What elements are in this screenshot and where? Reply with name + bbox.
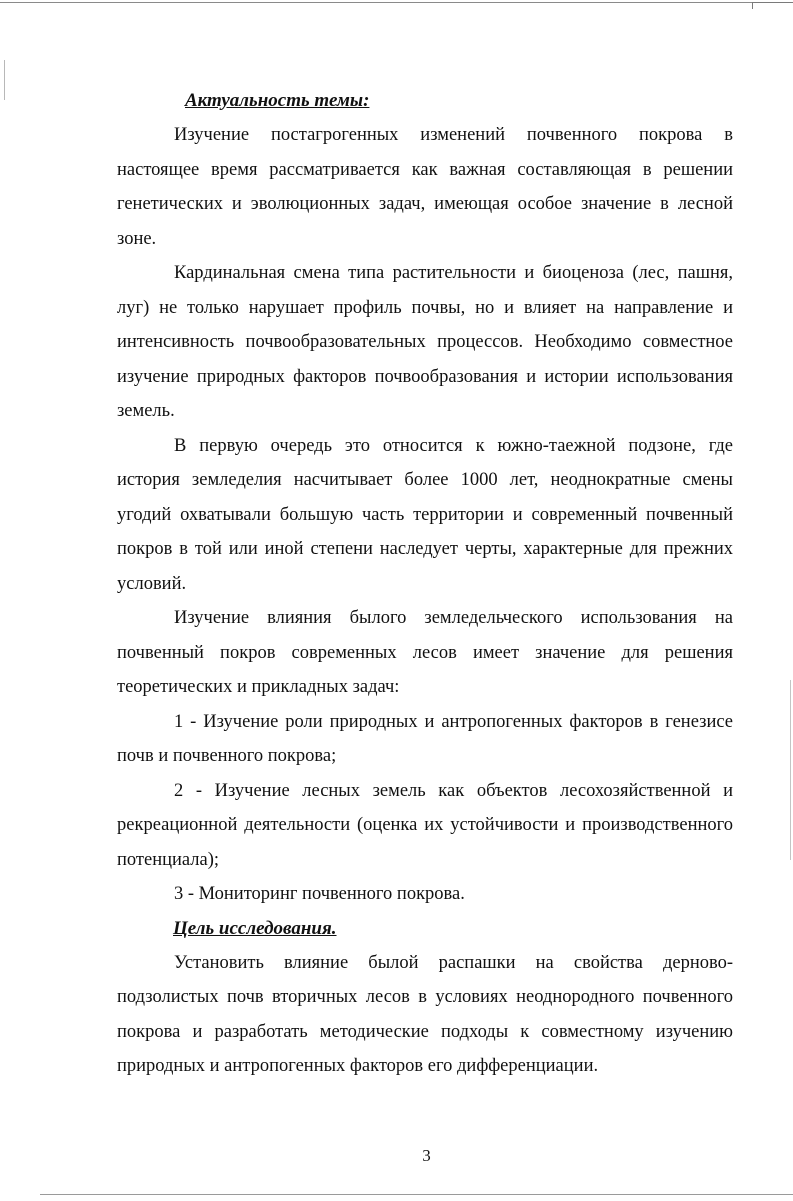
- paragraph-relevance-3: В первую очередь это относится к южно-таежной подзоне, где история земледелия насчитывает более 1000 лет, неоднократные смены угодий охватывали большую часть территории и современный почвенный покров в той или иной степени наследует черты, характерные для прежних условий.: [117, 435, 733, 594]
- scan-edge-left: [4, 60, 5, 100]
- document-page: [117, 84, 733, 1084]
- page-number: 3: [422, 1146, 431, 1165]
- scan-edge-bottom: [40, 1194, 793, 1195]
- task-item-1: 1 - Изучение роли природных и антропогенных факторов в генезисе почв и почвенного покрова;: [117, 711, 733, 766]
- paragraph-goal: Установить влияние былой распашки на свойства дерново-подзолистых почв вторичных лесов в условиях неоднородного почвенного покрова и разработать методические подходы к совместному изучению природных и антропогенных факторов его дифференциации.: [117, 952, 733, 1076]
- task-item-2: 2 - Изучение лесных земель как объектов лесохозяйственной и рекреационной деятельности (оценка их устойчивости и производственного потенциала);: [117, 780, 733, 870]
- section-heading-relevance: Актуальность темы:: [185, 90, 370, 111]
- task-item-3: 3 - Мониторинг почвенного покрова.: [174, 884, 465, 904]
- section-heading-goal: Цель исследования.: [173, 917, 337, 939]
- scan-edge-right: [790, 680, 791, 860]
- paragraph-relevance-1: Изучение постагрогенных изменений почвенного покрова в настоящее время рассматривается как важная составляющая в решении генетических и эволюционных задач, имеющая особое значение в лесной зоне.: [117, 125, 733, 249]
- paragraph-relevance-2: Кардинальная смена типа растительности и биоценоза (лес, пашня, луг) не только нарушает профиль почвы, но и влияет на направление и интенсивность почвообразовательных процессов. Необходимо совместное изучение природных факторов почвообразования и истории использования земель.: [117, 263, 733, 421]
- scan-edge-top: [0, 2, 793, 3]
- paragraph-relevance-4: Изучение влияния былого земледельческого использования на почвенный покров современных лесов имеет значение для решения теоретических и прикладных задач:: [117, 608, 733, 697]
- scan-edge-corner: [752, 2, 793, 9]
